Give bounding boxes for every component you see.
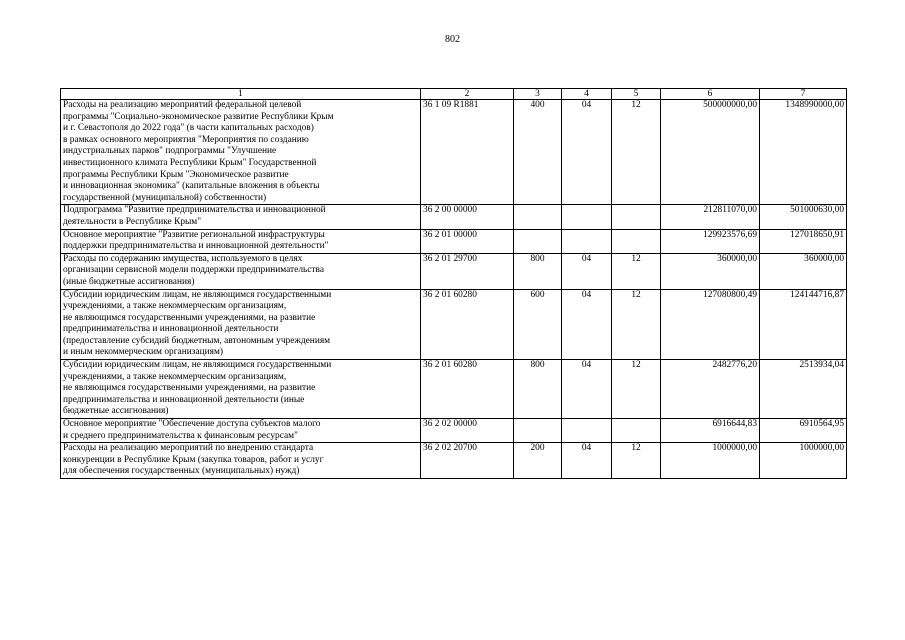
row-name: Расходы по содержанию имущества, используемого в целях организации сервисной модели поддержки предпринимательства (иные бюджетные ассигнования)	[61, 253, 421, 289]
row-amount-7: 124144716,87	[760, 289, 847, 360]
column-header-6: 6	[661, 89, 760, 100]
table-row	[61, 289, 847, 360]
column-header-4: 4	[562, 89, 612, 100]
row-name: Субсидии юридическим лицам, не являющимся государственными учреждениями, а также некоммерческим организациям, не являющимся государственными учреждениями, на развитие предпринимательства и инновационной деятельности (предоставление субсидий бюджетным, автономным учреждениям и иным некоммерческим организациям)	[61, 289, 421, 360]
row-subsection: 12	[612, 289, 661, 360]
row-amount-6: 129923576,69	[661, 229, 760, 253]
row-code: 36 2 01 60280	[421, 289, 514, 360]
row-section: 04	[562, 253, 612, 289]
row-amount-7: 2513934,04	[760, 360, 847, 419]
row-subsection: 12	[612, 253, 661, 289]
row-section: 04	[562, 100, 612, 205]
row-expense-type: 800	[514, 360, 562, 419]
row-section: 04	[562, 360, 612, 419]
row-expense-type: 200	[514, 443, 562, 479]
row-subsection: 12	[612, 360, 661, 419]
row-name: Основное мероприятие "Развитие региональной инфраструктуры поддержки предпринимательства и инновационной деятельности"	[61, 229, 421, 253]
row-code: 36 2 01 60280	[421, 360, 514, 419]
column-header-2: 2	[421, 89, 514, 100]
row-code: 36 2 01 29700	[421, 253, 514, 289]
row-code: 36 1 09 R1881	[421, 100, 514, 205]
row-amount-6: 2482776,20	[661, 360, 760, 419]
column-header-7: 7	[760, 89, 847, 100]
row-subsection: 12	[612, 443, 661, 479]
row-name: Основное мероприятие "Обеспечение доступа субъектов малого и среднего предпринимательства к финансовым ресурсам"	[61, 419, 421, 443]
row-expense-type	[514, 419, 562, 443]
table-row	[61, 360, 847, 419]
table-row	[61, 253, 847, 289]
row-expense-type	[514, 205, 562, 229]
row-subsection: 12	[612, 100, 661, 205]
row-amount-7: 360000,00	[760, 253, 847, 289]
row-name: Расходы на реализацию мероприятий федеральной целевой программы "Социально-экономическое развитие Республики Крым и г. Севастополя до 2022 года" (в части капитальных расходов) в рамках основного мероприятия "Мероприятия по созданию индустриальных парков" подпрограммы "Улучшение инвестиционного климата Республики Крым" Государственной программы Республики Крым "Экономическое развитие и инновационная экономика" (капитальные вложения в объекты государственной (муниципальной) собственности)	[61, 100, 421, 205]
column-header-1: 1	[61, 89, 421, 100]
row-expense-type: 600	[514, 289, 562, 360]
row-amount-7: 127018650,91	[760, 229, 847, 253]
row-amount-6: 212811070,00	[661, 205, 760, 229]
row-amount-6: 500000000,00	[661, 100, 760, 205]
row-amount-6: 127080800,49	[661, 289, 760, 360]
table-row	[61, 419, 847, 443]
row-amount-7: 501000630,00	[760, 205, 847, 229]
row-amount-6: 360000,00	[661, 253, 760, 289]
row-name: Субсидии юридическим лицам, не являющимся государственными учреждениями, а также некоммерческим организациям, не являющимся государственными учреждениями, на развитие предпринимательства и инновационной деятельности (иные бюджетные ассигнования)	[61, 360, 421, 419]
column-header-5: 5	[612, 89, 661, 100]
row-section	[562, 229, 612, 253]
row-subsection	[612, 419, 661, 443]
column-header-3: 3	[514, 89, 562, 100]
row-code: 36 2 01 00000	[421, 229, 514, 253]
row-code: 36 2 02 00000	[421, 419, 514, 443]
table-row	[61, 205, 847, 229]
row-code: 36 2 02 20700	[421, 443, 514, 479]
row-amount-6: 1000000,00	[661, 443, 760, 479]
row-name: Подпрограмма "Развитие предпринимательства и инновационной деятельности в Республике Крым"	[61, 205, 421, 229]
row-section: 04	[562, 443, 612, 479]
row-amount-7: 1000000,00	[760, 443, 847, 479]
header-row	[61, 89, 847, 100]
page-number: 802	[445, 34, 460, 45]
row-amount-7: 6910564,95	[760, 419, 847, 443]
row-amount-6: 6916644,83	[661, 419, 760, 443]
table-row	[61, 229, 847, 253]
row-name: Расходы на реализацию мероприятий по внедрению стандарта конкуренции в Республике Крым (закупка товаров, работ и услуг для обеспечения государственных (муниципальных) нужд)	[61, 443, 421, 479]
row-section	[562, 419, 612, 443]
row-subsection	[612, 205, 661, 229]
row-code: 36 2 00 00000	[421, 205, 514, 229]
row-expense-type	[514, 229, 562, 253]
row-section: 04	[562, 289, 612, 360]
row-amount-7: 1348990000,00	[760, 100, 847, 205]
table-row	[61, 443, 847, 479]
row-subsection	[612, 229, 661, 253]
budget-table	[60, 88, 847, 479]
row-expense-type: 400	[514, 100, 562, 205]
table-row	[61, 100, 847, 205]
row-section	[562, 205, 612, 229]
row-expense-type: 800	[514, 253, 562, 289]
